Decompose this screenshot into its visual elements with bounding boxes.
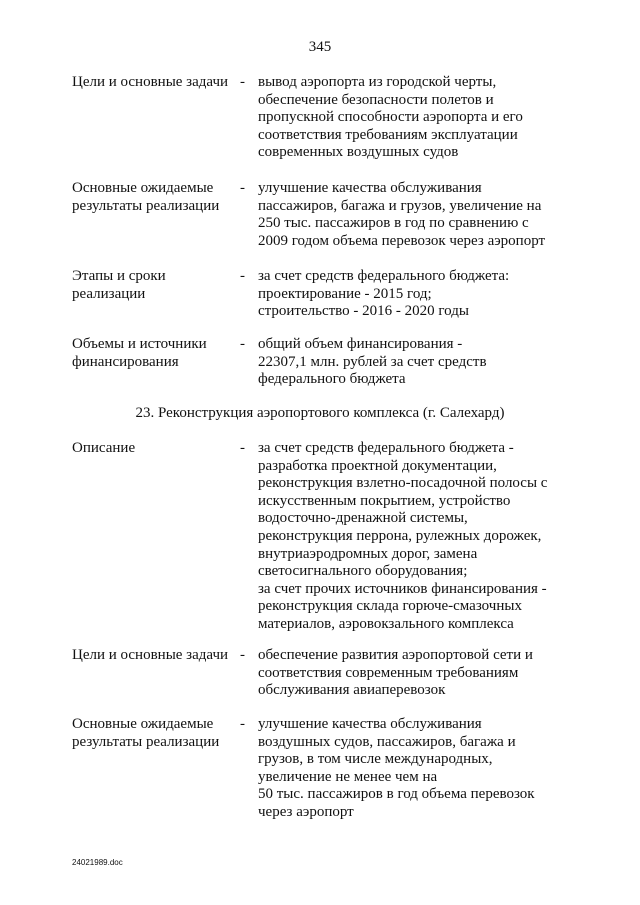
document-filename: 24021989.doc <box>72 858 123 867</box>
entry-stages-terms <box>72 268 572 321</box>
entry-dash: - <box>240 74 245 90</box>
entry-value: за счет средств федерального бюджета: проектирование - 2015 год; строительство - 2016 - 2020 годы <box>258 268 510 320</box>
entry-value: общий объем финансирования - 22307,1 млн. рублей за счет средств федерального бюджета <box>258 336 487 388</box>
entry-expected-results <box>72 180 572 250</box>
entry-value: улучшение качества обслуживания пассажиров, багажа и грузов, увеличение на 250 тыс. пассажиров в год по сравнению с 2009 годом объема перевозок через аэропорт <box>258 180 546 249</box>
entry-label: Основные ожидаемые результаты реализации <box>72 180 220 214</box>
entry-label: Цели и основные задачи <box>72 74 229 90</box>
entry-dash: - <box>240 268 245 284</box>
entry-dash: - <box>240 336 245 352</box>
entry-label: Основные ожидаемые результаты реализации <box>72 716 220 750</box>
entry-goals-tasks <box>72 74 572 162</box>
page-number: 345 <box>308 39 332 55</box>
entry-label: Цели и основные задачи <box>72 647 229 663</box>
entry-value: обеспечение развития аэропортовой сети и соответствия современным требованиям обслуживания авиаперевозок <box>258 647 533 699</box>
entry-dash: - <box>240 647 245 663</box>
entry-value: за счет средств федерального бюджета - разработка проектной документации, реконструкция взлетно-посадочной полосы с искусственным покрытием, устройство водосточно-дренажной системы, реконструкция перрона, рулежных дорожек, внутриаэродромных дорог, замена светосигнального оборудования; за счет прочих источников финансирования - реконструкция склада горюче-смазочных материалов, аэровокзального комплекса <box>258 440 548 632</box>
entry-dash: - <box>240 440 245 456</box>
entry-description <box>72 440 572 634</box>
entry-value: улучшение качества обслуживания воздушных судов, пассажиров, багажа и грузов, в том числе международных, увеличение не менее чем на 50 тыс. пассажиров в год объема перевозок через аэропорт <box>258 716 535 820</box>
entry-label: Описание <box>72 440 136 456</box>
entry-expected-results-2 <box>72 716 572 822</box>
section-heading: 23. Реконструкция аэропортового комплекса (г. Салехард) <box>135 405 505 421</box>
entry-label: Объемы и источники финансирования <box>72 336 207 370</box>
entry-value: вывод аэропорта из городской черты, обеспечение безопасности полетов и пропускной способности аэропорта и его соответствия требованиям эксплуатации современных воздушных судов <box>258 74 523 161</box>
entry-label: Этапы и сроки реализации <box>72 268 166 302</box>
entry-goals-tasks-2 <box>72 647 572 700</box>
entry-financing <box>72 336 572 389</box>
entry-dash: - <box>240 180 245 196</box>
entry-dash: - <box>240 716 245 732</box>
